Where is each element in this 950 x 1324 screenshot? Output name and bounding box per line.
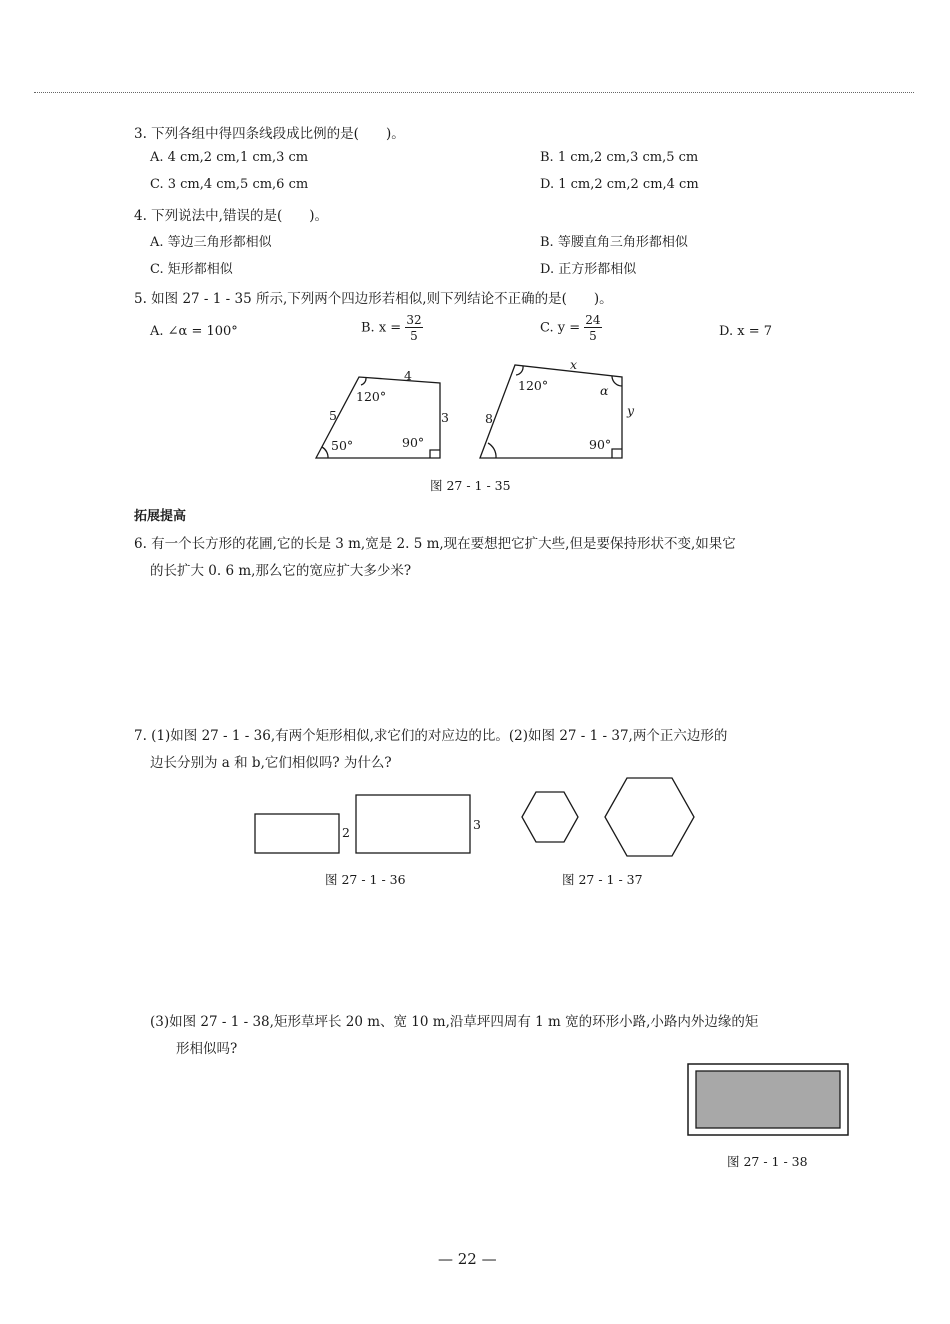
left-right-angle-mark (430, 450, 440, 458)
question-5-option-b (361, 314, 423, 342)
large-rectangle-side-label: 3 (473, 817, 481, 832)
figure-27-1-37 (515, 772, 705, 862)
question-4-option-c: C. 矩形都相似 (150, 262, 233, 277)
option-b-prefix: B. x = (361, 320, 402, 336)
figure-27-1-36-caption: 图 27 - 1 - 36 (325, 872, 406, 887)
right-angle-bottom-left-arc (488, 443, 496, 458)
question-3-stem: 3. 下列各组中得四条线段成比例的是( )。 (134, 126, 405, 142)
question-5-option-a: A. ∠α = 100° (150, 324, 238, 339)
left-angle-90-label: 90° (402, 435, 425, 450)
question-7-part-3-line-2: 形相似吗? (176, 1041, 238, 1057)
right-side-left-label: 8 (485, 411, 493, 426)
option-c-fraction (584, 314, 601, 342)
figure-27-1-37-caption: 图 27 - 1 - 37 (562, 872, 643, 887)
figure-27-1-35 (300, 355, 650, 470)
small-hexagon (522, 792, 578, 842)
option-c-numerator: 24 (585, 313, 601, 327)
left-side-top-label: 4 (404, 368, 412, 383)
question-6-line-2: 的长扩大 0. 6 m,那么它的宽应扩大多少米? (150, 563, 412, 579)
left-side-right-label: 3 (441, 410, 449, 425)
question-5-stem: 5. 如图 27 - 1 - 35 所示,下列两个四边形若相似,则下列结论不正确的是( )。 (134, 291, 613, 307)
option-b-fraction (405, 314, 422, 342)
right-angle-120-label: 120° (518, 378, 549, 393)
question-6-line-1: 6. 有一个长方形的花圃,它的长是 3 m,宽是 2. 5 m,现在要想把它扩大些,但是要保持形状不变,如果它 (134, 536, 736, 552)
left-angle-50-arc (322, 447, 328, 458)
question-7-line-2: 边长分别为 a 和 b,它们相似吗? 为什么? (150, 755, 392, 771)
question-5-option-c (540, 314, 602, 342)
option-b-denominator: 5 (410, 329, 418, 343)
large-hexagon (605, 778, 694, 856)
left-angle-120-arc (361, 378, 366, 385)
right-angle-120-arc (516, 366, 523, 375)
question-5-option-d: D. x = 7 (719, 324, 772, 339)
right-right-angle-mark (612, 449, 622, 458)
question-4-option-a: A. 等边三角形都相似 (150, 235, 272, 250)
left-side-left-label: 5 (329, 408, 337, 423)
question-3-option-a: A. 4 cm,2 cm,1 cm,3 cm (150, 150, 309, 165)
question-3-option-c: C. 3 cm,4 cm,5 cm,6 cm (150, 177, 309, 192)
option-c-denominator: 5 (589, 329, 597, 343)
question-7-part-3-line-1: (3)如图 27 - 1 - 38,矩形草坪长 20 m、宽 10 m,沿草坪四周有 1 m 宽的环形小路,小路内外边缘的矩 (150, 1014, 759, 1030)
question-3-option-b: B. 1 cm,2 cm,3 cm,5 cm (540, 150, 699, 165)
page-number: — 22 — (438, 1250, 497, 1268)
lawn-rectangle (696, 1071, 840, 1128)
option-b-numerator: 32 (406, 313, 422, 327)
figure-27-1-38-caption: 图 27 - 1 - 38 (727, 1154, 808, 1169)
question-7-line-1: 7. (1)如图 27 - 1 - 36,有两个矩形相似,求它们的对应边的比。(2)如图 27 - 1 - 37,两个正六边形的 (134, 728, 728, 744)
large-rectangle (356, 795, 470, 853)
left-angle-120-label: 120° (356, 389, 387, 404)
right-angle-90-label: 90° (589, 437, 612, 452)
question-4-option-b: B. 等腰直角三角形都相似 (540, 235, 688, 250)
right-side-top-label: x (570, 357, 578, 372)
figure-27-1-35-caption: 图 27 - 1 - 35 (430, 478, 511, 493)
header-dotted-rule (34, 92, 914, 93)
right-angle-alpha-label: α (600, 383, 609, 398)
question-4-stem: 4. 下列说法中,错误的是( )。 (134, 208, 328, 224)
option-c-prefix: C. y = (540, 320, 581, 336)
question-4-option-d: D. 正方形都相似 (540, 262, 637, 277)
question-3-option-d: D. 1 cm,2 cm,2 cm,4 cm (540, 177, 699, 192)
section-title: 拓展提高 (134, 509, 187, 524)
figure-27-1-38 (686, 1062, 852, 1138)
right-side-right-label: y (627, 403, 635, 418)
left-angle-50-label: 50° (331, 438, 354, 453)
small-rectangle-side-label: 2 (342, 825, 350, 840)
small-rectangle (255, 814, 339, 853)
figure-27-1-36 (250, 790, 490, 860)
right-angle-alpha-arc (612, 376, 622, 386)
